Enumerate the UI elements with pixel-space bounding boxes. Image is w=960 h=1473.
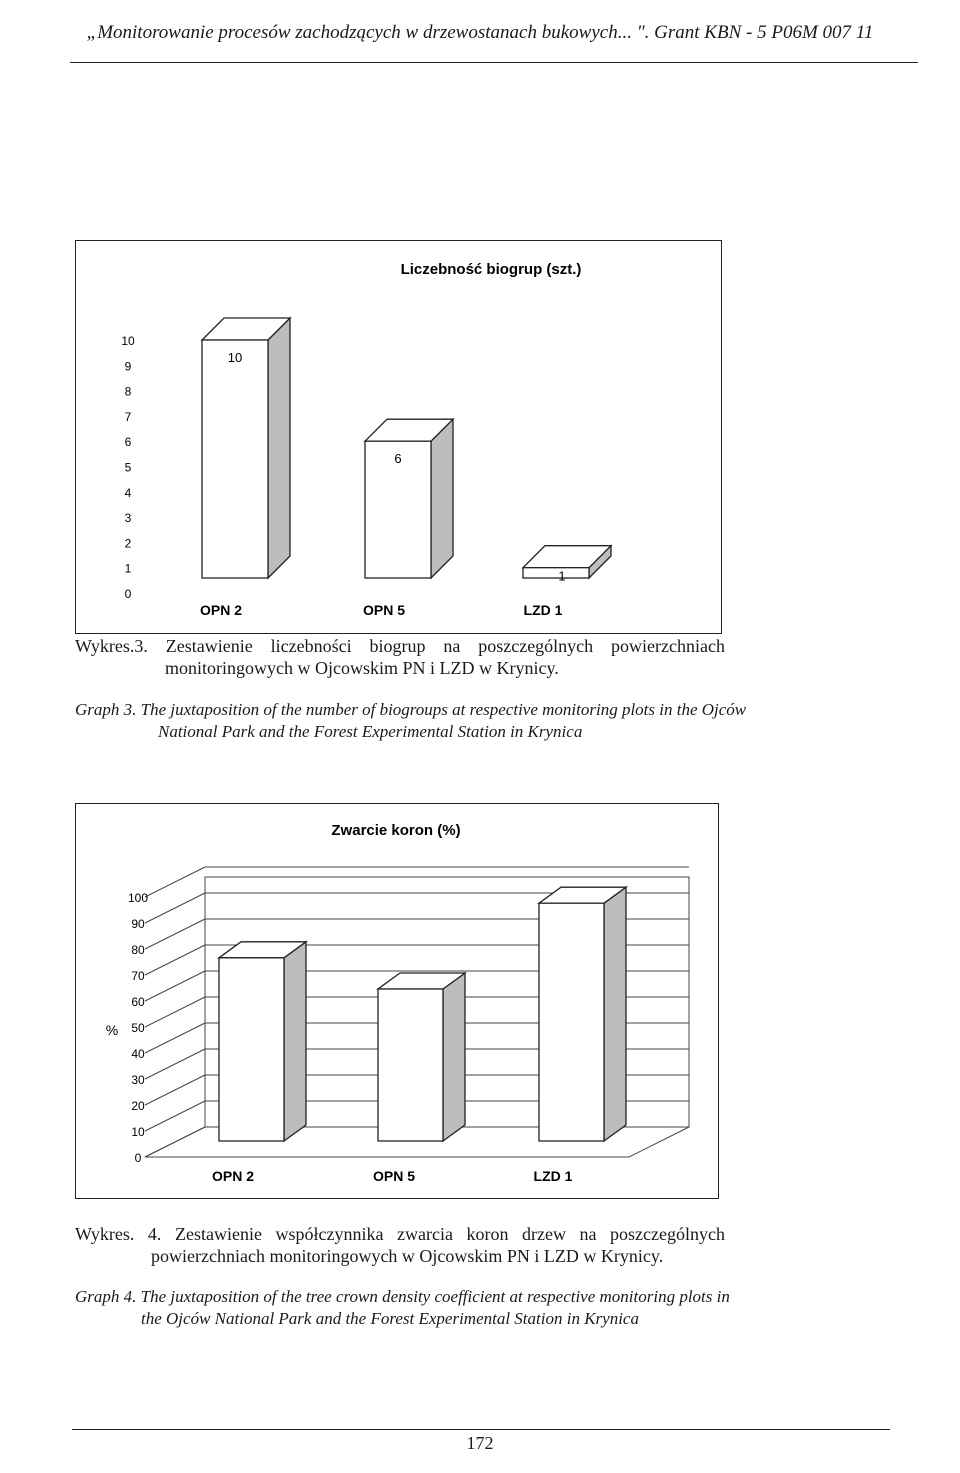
x-tick-label: OPN 5 [372,1168,416,1184]
gridline-diagonal [145,997,205,1027]
gridline-diagonal [145,919,205,949]
bar-side-1 [443,973,465,1141]
y-tick-label: 3 [124,511,132,526]
y-tick-label: 80 [131,943,145,957]
chart-biogroup-count [75,240,722,634]
bar-front-0 [219,958,284,1141]
bar-front-2 [523,568,589,578]
data-label: 6 [394,451,402,467]
chart-title: Liczebność biogrup (szt.) [400,261,582,278]
figure-caption-pl [75,1223,725,1267]
y-tick-label: 90 [131,917,145,931]
y-tick-label: 1 [124,561,132,576]
gridline-diagonal [145,1127,205,1157]
bar-front-2 [539,903,604,1141]
y-tick-label: 2 [124,536,132,551]
caption-line: Graph 3. The juxtaposition of the number of biogroups at respective monitoring plots in the Ojców [75,700,747,719]
y-tick-label: 8 [124,384,132,399]
caption-line: the Ojców National Park and the Forest Experimental Station in Krynica [141,1309,639,1328]
bar-side-0 [284,942,306,1141]
caption-line: Graph 4. The juxtaposition of the tree crown density coefficient at respective monitoring plots in [75,1287,730,1306]
gridline-diagonal [145,1049,205,1079]
gridline-diagonal [145,893,205,923]
chart-crown-density [75,803,719,1199]
x-tick-label: OPN 2 [199,602,243,618]
y-tick-label: 60 [131,995,145,1009]
data-label: 10 [227,350,243,365]
y-tick-label: 4 [124,485,132,500]
gridline-diagonal [145,945,205,975]
chart-biogroup-count-svg [76,241,721,633]
figure-caption-en [75,1286,825,1330]
y-tick-label: 0 [124,587,132,601]
figure-caption-pl [75,635,725,679]
bar-side-1 [431,419,453,578]
header-rule [70,62,918,63]
y-tick-label: 7 [124,409,132,424]
caption-line: powierzchniach monitoringowych w Ojcowskim PN i LZD w Krynicy. [151,1246,664,1266]
caption-line: National Park and the Forest Experimental Station in Krynica [158,722,583,741]
y-tick-label: 10 [121,334,135,348]
caption-line: monitoringowych w Ojcowskim PN i LZD w Krynicy. [165,658,559,678]
footer-rule [72,1429,890,1430]
caption-line: Wykres.3. Zestawienie liczebności biogrup na poszczególnych powierzchniach [75,636,725,656]
x-tick-label: OPN 2 [211,1168,255,1184]
figure-caption-en [75,699,865,743]
y-tick-label: 0 [134,1151,142,1165]
y-tick-label: 6 [124,435,132,450]
gridline-diagonal [145,1023,205,1053]
y-tick-label: 70 [131,969,145,983]
caption-line: Wykres. 4. Zestawienie współczynnika zwarcia koron drzew na poszczególnych [75,1224,725,1244]
bar-side-0 [268,318,290,578]
y-axis-label: % [105,1022,119,1038]
y-tick-label: 9 [124,359,132,374]
chart-title: Zwarcie koron (%) [331,822,461,839]
y-tick-label: 50 [131,1021,145,1035]
bar-front-0 [202,340,268,578]
gridline-diagonal [145,971,205,1001]
y-tick-label: 40 [131,1047,145,1061]
chart-crown-density-svg [76,804,718,1198]
y-tick-label: 20 [131,1099,145,1113]
data-label: 1 [558,568,566,584]
x-tick-label: LZD 1 [523,602,563,618]
y-tick-label: 10 [131,1125,145,1139]
y-tick-label: 5 [124,460,132,475]
bar-side-2 [604,887,626,1141]
bar-front-1 [378,989,443,1141]
running-header: „Monitorowanie procesów zachodzących w drzewostanach bukowych... ". Grant KBN - 5 P06M 007 11 [86,22,874,43]
gridline-diagonal [145,1101,205,1131]
y-tick-label: 30 [131,1073,145,1087]
x-tick-label: LZD 1 [533,1168,573,1184]
x-tick-label: OPN 5 [362,602,406,618]
page-number: 172 [466,1433,494,1453]
gridline-diagonal [145,867,205,897]
y-tick-label: 100 [127,891,149,905]
gridline-diagonal [145,1075,205,1105]
